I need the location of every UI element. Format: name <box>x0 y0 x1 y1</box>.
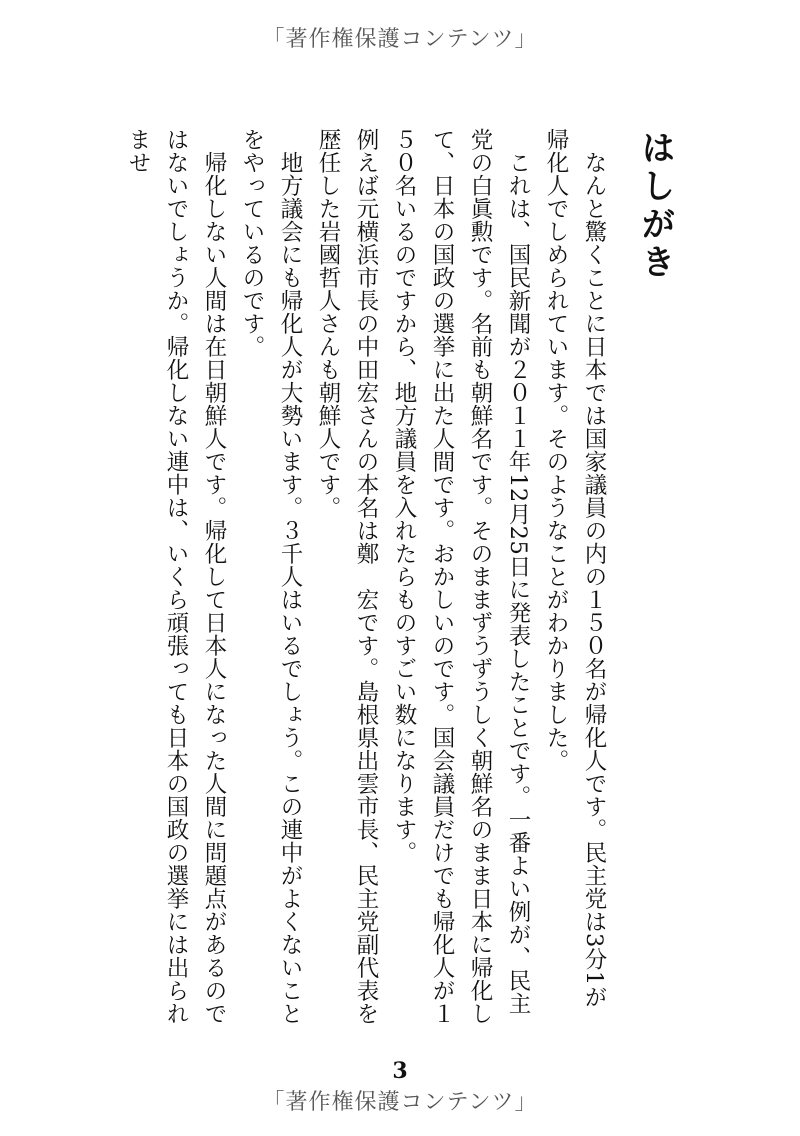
page-number: 3 <box>392 1058 408 1084</box>
page-body <box>125 128 675 1028</box>
watermark-top: 「著作権保護コンテンツ」 <box>262 27 538 52</box>
paragraph-5: 帰化しない人間は在日朝鮮人です。帰化して日本人になった人間に問題点があるのではないでしょうか。帰化しない連中は、いくら頑張っても日本の国政の選挙には出られませ <box>125 128 227 1025</box>
paragraph-3: 例えば元横浜市長の中田宏さんの本名は鄭 宏です。島根県出雲市長、民主党副代表を歴任した岩國哲人さんも朝鮮人です。 <box>315 128 379 1025</box>
paragraph-4: 地方議会にも帰化人が大勢います。３千人はいるでしょう。この連中がよくないことをやっているのです。 <box>239 128 303 1025</box>
watermark-bottom: 「著作権保護コンテンツ」 <box>262 1090 538 1115</box>
paragraph-2: これは、国民新聞が２０１１年12月25日に発表したことです。一番よい例が、民主党の白眞勲です。名前も朝鮮名です。そのままずうずうしく朝鮮名のまま日本に帰化して、日本の国政の選挙に出た人間です。おかしいのです。国会議員だけでも帰化人が１５０名いるのですから、地方議員を入れたらものすごい数になります。 <box>391 128 531 1025</box>
page-title: はしがき <box>635 130 675 282</box>
paragraph-1: なんと驚くことに日本では国家議員の内の１５０名が帰化人です。民主党は3分1が帰化人でしめられています。そのようなことがわかりました。 <box>543 128 607 1009</box>
